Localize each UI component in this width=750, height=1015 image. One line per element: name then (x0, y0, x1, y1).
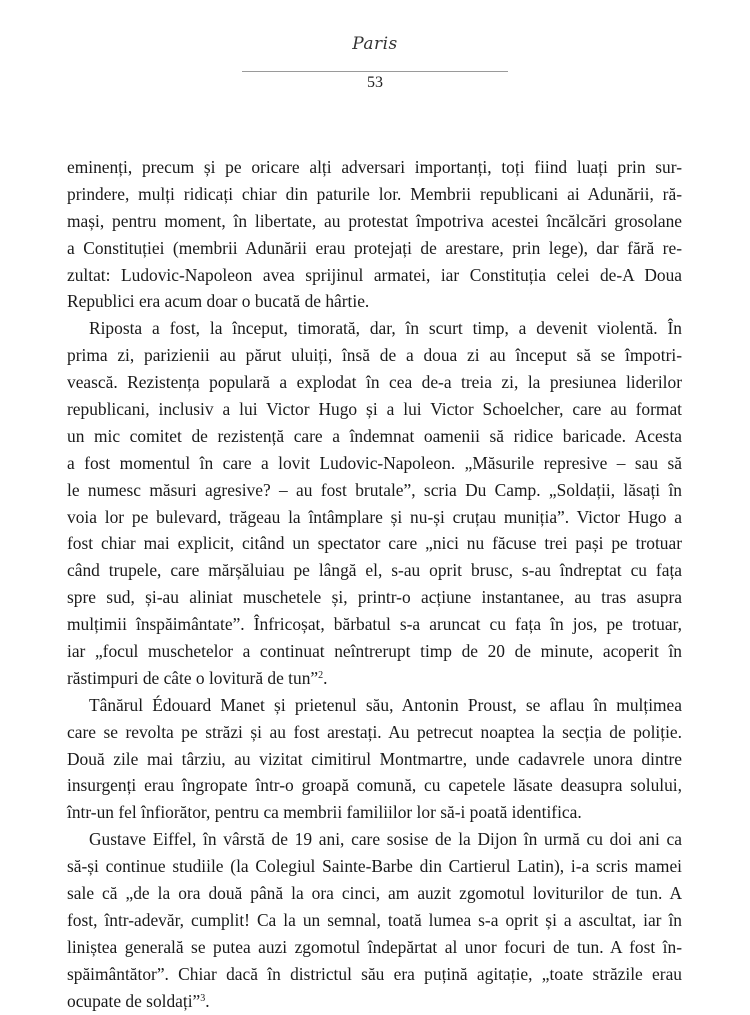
text-line: zultat: Ludovic-Napoleon avea sprijinul armatei, iar Constituția celei de-A Doua (67, 264, 682, 285)
text-line: ocupate de soldați”$^3$. (67, 990, 210, 1011)
text-line: spăimântător”. Chiar dacă în districtul său era puțină agitație, „toate străzile erau (67, 963, 682, 984)
text-line: să-și continue studiile (la Colegiul Sainte-Barbe din Cartierul Latin), i-a scris mamei (67, 856, 682, 877)
text-line: fost, într-adevăr, cumplit! Ca la un semnal, toată lumea s-a oprit și a ascultat, iar în (67, 909, 682, 930)
text-line: când trupele, care mărșăluiau pe lângă el, s-au oprit brusc, s-au îndreptat cu fața (67, 560, 682, 581)
text-line: liniștea generală se putea auzi zgomotul îndepărtat al unor focuri de tun. A fost în- (67, 936, 682, 957)
text-line: într-un fel înfiorător, pentru ca membrii familiilor lor să-i poată identifica. (67, 802, 582, 823)
text-line: spre sud, și-au aliniat muschetele și, printr-o acțiune instantanee, au tras asupra (67, 587, 682, 608)
footnote-ref[interactable]: 2 (318, 669, 324, 681)
text-line: prima zi, parizienii au părut uluiți, însă de a doua zi au început să se împotri- (67, 345, 682, 366)
text-line: a fost momentul în care a lovit Ludovic-Napoleon. „Măsurile represive – sau să (67, 452, 682, 473)
paragraph (67, 692, 682, 826)
body-text (67, 154, 682, 1015)
text-line: Riposta a fost, la început, timorată, dar, în scurt timp, a devenit violentă. În (89, 318, 682, 339)
text-line: Gustave Eiffel, în vârstă de 19 ani, care sosise de la Dijon în urmă cu doi ani ca (89, 829, 682, 850)
text-line: sale că „de la ora două până la ora cinci, am auzit zgomotul loviturilor de tun. A (67, 883, 682, 904)
text-line: răstimpuri de câte o lovitură de tun”$^2$. (67, 667, 328, 688)
text-line: mulțimii înspăimântate”. Înfricoșat, bărbatul s-a aruncat cu fața în jos, pe trotuar, (67, 614, 682, 635)
text-line: mași, pentru moment, în libertate, au protestat împotriva acestei încălcări grosolane (67, 210, 682, 231)
footnote-ref[interactable]: 3 (200, 992, 206, 1004)
text-line: prindere, mulți ridicați chiar din paturile lor. Membrii republicani ai Adunării, ră- (67, 183, 682, 204)
text-line: eminenți, precum și pe oricare alți adversari importanți, toți fiind luați prin sur- (67, 157, 682, 177)
page-number: 53 (367, 74, 383, 91)
paragraph (67, 826, 682, 1014)
running-head-title: Paris (352, 34, 398, 54)
text-line: care se revolta pe străzi și au fost arestați. Au petrecut noaptea la secția de poliție. (67, 721, 682, 742)
text-line: Tânărul Édouard Manet și prietenul său, Antonin Proust, se aflau în mulțimea (89, 694, 682, 715)
text-line: iar „focul muschetelor a continuat neîntrerupt timp de 20 de minute, acoperit în (67, 641, 682, 662)
text-line: voia lor pe bulevard, trăgeau la întâmplare și nu-și cruțau muniția”. Victor Hugo a (67, 506, 682, 527)
paragraph (67, 315, 682, 691)
text-line: Republici era acum doar o bucată de hârtie. (67, 291, 370, 312)
paragraph (67, 154, 682, 315)
text-line: Două zile mai târziu, au vizitat cimitirul Montmartre, unde cadavrele unora dintre (67, 748, 682, 769)
text-line: republicani, inclusiv a lui Victor Hugo și a lui Victor Schoelcher, care au format (67, 399, 682, 420)
text-line: insurgenți erau îngropate într-o groapă comună, cu capetele lăsate deasupra solului, (67, 775, 682, 796)
text-line: fost chiar mai explicit, citând un spectator care „nici nu făcuse trei pași pe trotuar (67, 533, 682, 554)
text-line: a Constituției (membrii Adunării erau protejați de arestare, prin lege), dar fără re- (67, 237, 682, 258)
text-line: le numesc măsuri agresive? – au fost brutale”, scria Du Camp. „Soldații, lăsați în (67, 479, 682, 500)
text-line: un mic comitet de rezistență care a îndemnat oamenii să ridice baricade. Acesta (67, 425, 682, 446)
text-line: vească. Rezistența populară a explodat în cea de-a treia zi, la presiunea liderilor (67, 372, 682, 393)
header-divider (242, 71, 508, 72)
